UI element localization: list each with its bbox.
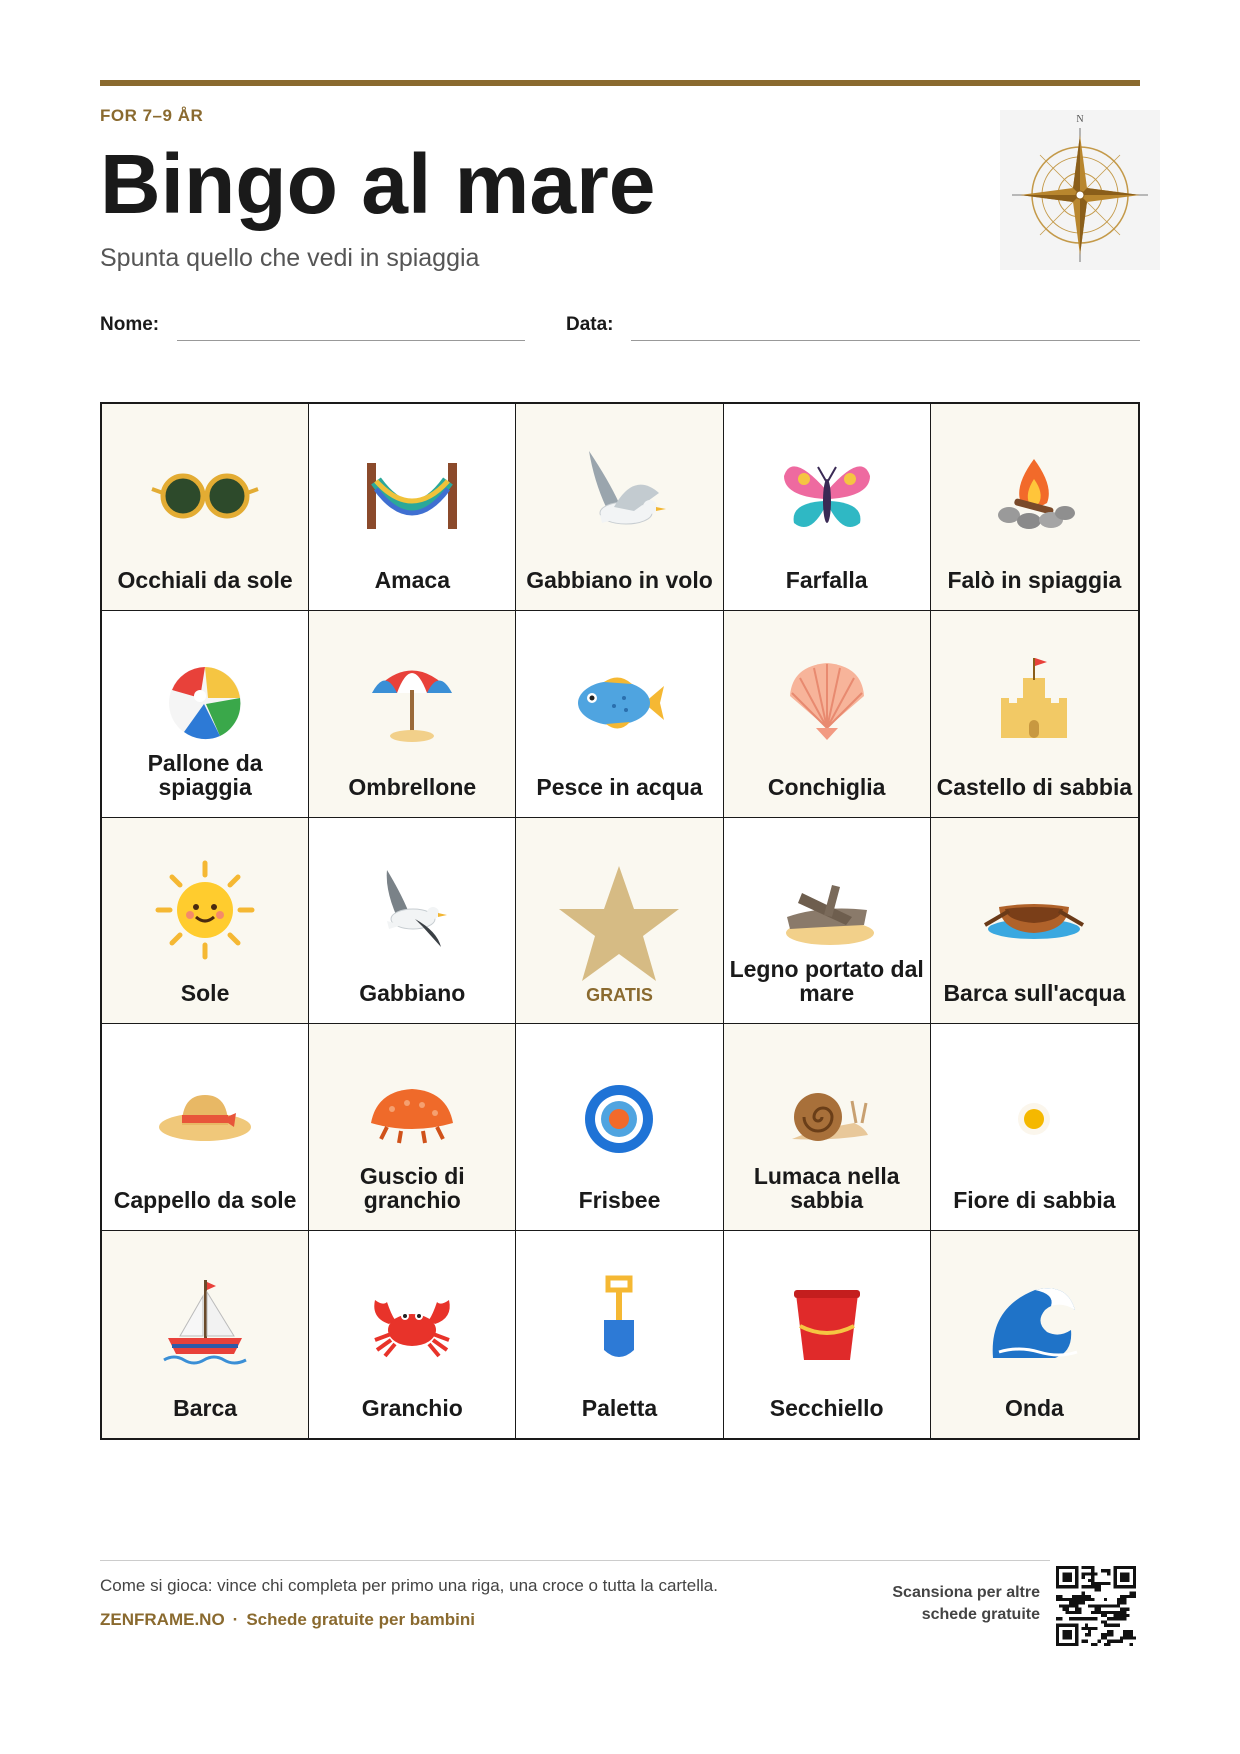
scan-caption-line2: schede gratuite	[921, 1606, 1040, 1623]
page-title: Bingo al mare	[100, 137, 656, 231]
cell-label: Barca sull'acqua	[943, 980, 1126, 1007]
scan-caption	[840, 1582, 1040, 1626]
bingo-cell[interactable]	[931, 611, 1138, 818]
snail-icon	[772, 1061, 882, 1171]
seashell-icon	[772, 648, 882, 758]
cell-label: Sole	[180, 980, 230, 1007]
fish-icon	[564, 648, 674, 758]
cell-label: Legno portato dal mare	[729, 956, 924, 1007]
bingo-cell[interactable]	[102, 1231, 309, 1438]
bingo-cell[interactable]	[309, 404, 516, 611]
page-subtitle: Spunta quello che vedi in spiaggia	[100, 244, 480, 272]
star-icon	[554, 861, 684, 991]
bingo-cell[interactable]	[516, 1231, 723, 1438]
compass-north-letter: N	[1076, 114, 1084, 125]
cell-label: Barca	[173, 1395, 238, 1421]
cell-label: GRATIS	[586, 985, 653, 1006]
bingo-cell[interactable]	[931, 1231, 1138, 1438]
cell-label: Occhiali da sole	[117, 566, 293, 593]
rowboat-icon	[979, 855, 1089, 965]
bingo-cell[interactable]	[931, 818, 1138, 1025]
sailboat-icon	[150, 1268, 260, 1378]
cell-label: Farfalla	[785, 566, 868, 593]
bingo-cell-free[interactable]	[516, 818, 723, 1025]
bingo-cell[interactable]	[516, 611, 723, 818]
bingo-cell[interactable]	[724, 611, 931, 818]
cell-label: Guscio di granchio	[359, 1163, 465, 1214]
bingo-cell[interactable]	[102, 818, 309, 1025]
cell-label: Lumaca nella sabbia	[753, 1163, 900, 1214]
wave-icon	[979, 1268, 1089, 1378]
scan-caption-line1: Scansiona per altre	[892, 1584, 1040, 1601]
bingo-cell[interactable]	[724, 1231, 931, 1438]
bingo-grid	[100, 402, 1140, 1440]
how-to-play-text: Come si gioca: vince chi completa per primo una riga, una croce o tutta la cartella.	[100, 1576, 718, 1595]
cell-label: Amaca	[374, 566, 450, 593]
seagull-icon	[357, 855, 467, 965]
cell-label: Secchiello	[769, 1395, 884, 1421]
bingo-cell[interactable]	[309, 1024, 516, 1231]
sun-icon	[150, 855, 260, 965]
bingo-cell[interactable]	[724, 818, 931, 1025]
name-label: Nome:	[100, 314, 160, 335]
sun-hat-icon	[150, 1061, 260, 1171]
bonfire-icon	[979, 441, 1089, 551]
bucket-icon	[772, 1268, 882, 1378]
bingo-cell[interactable]	[516, 404, 723, 611]
frisbee-icon	[564, 1061, 674, 1171]
age-label: FOR 7–9 ÅR	[100, 106, 204, 125]
hammock-icon	[357, 441, 467, 551]
brand-link[interactable]: ZENFRAME.NO	[100, 1610, 225, 1629]
cell-label: Granchio	[361, 1395, 463, 1421]
top-rule	[100, 80, 1140, 86]
brand-tagline: Schede gratuite per bambini	[246, 1610, 475, 1629]
cell-label: Ombrellone	[348, 773, 477, 800]
cell-label: Fiore di sabbia	[953, 1187, 1116, 1214]
butterfly-icon	[772, 441, 882, 551]
bingo-cell[interactable]	[309, 1231, 516, 1438]
bingo-cell[interactable]	[724, 404, 931, 611]
cell-label: Gabbiano	[359, 980, 466, 1007]
compass-rose-icon	[1000, 110, 1160, 270]
cell-label: Conchiglia	[767, 773, 886, 800]
date-field[interactable]	[631, 340, 1140, 341]
bingo-cell[interactable]	[102, 611, 309, 818]
bingo-cell[interactable]	[309, 818, 516, 1025]
cell-label: Paletta	[581, 1395, 658, 1421]
bingo-cell[interactable]	[931, 1024, 1138, 1231]
separator: ·	[232, 1610, 239, 1629]
bingo-cell[interactable]	[724, 1024, 931, 1231]
bingo-cell[interactable]	[309, 611, 516, 818]
driftwood-icon	[772, 855, 882, 965]
seagull-flying-icon	[564, 441, 674, 551]
cell-label: Pallone da spiaggia	[147, 749, 263, 800]
footer-brand	[100, 1610, 475, 1630]
cell-label: Cappello da sole	[113, 1187, 297, 1214]
sunglasses-icon	[150, 441, 260, 551]
bingo-cell[interactable]	[102, 1024, 309, 1231]
cell-label: Gabbiano in volo	[526, 566, 713, 593]
cell-label: Castello di sabbia	[936, 773, 1133, 800]
footer-rule	[100, 1560, 1050, 1561]
beach-ball-icon	[150, 648, 260, 758]
beach-umbrella-icon	[357, 648, 467, 758]
cell-label: Falò in spiaggia	[947, 566, 1122, 593]
shovel-icon	[564, 1268, 674, 1378]
cell-label: Frisbee	[578, 1187, 661, 1214]
bingo-cell[interactable]	[102, 404, 309, 611]
crab-shell-icon	[357, 1061, 467, 1171]
bingo-cell[interactable]	[516, 1024, 723, 1231]
cell-label: Pesce in acqua	[536, 773, 703, 800]
cell-label: Onda	[1005, 1395, 1064, 1421]
name-field[interactable]	[177, 340, 525, 341]
bingo-cell[interactable]	[931, 404, 1138, 611]
sand-flower-icon	[979, 1061, 1089, 1171]
sandcastle-icon	[979, 648, 1089, 758]
date-label: Data:	[566, 314, 614, 335]
qr-code-icon[interactable]	[1056, 1566, 1136, 1646]
crab-icon	[357, 1268, 467, 1378]
